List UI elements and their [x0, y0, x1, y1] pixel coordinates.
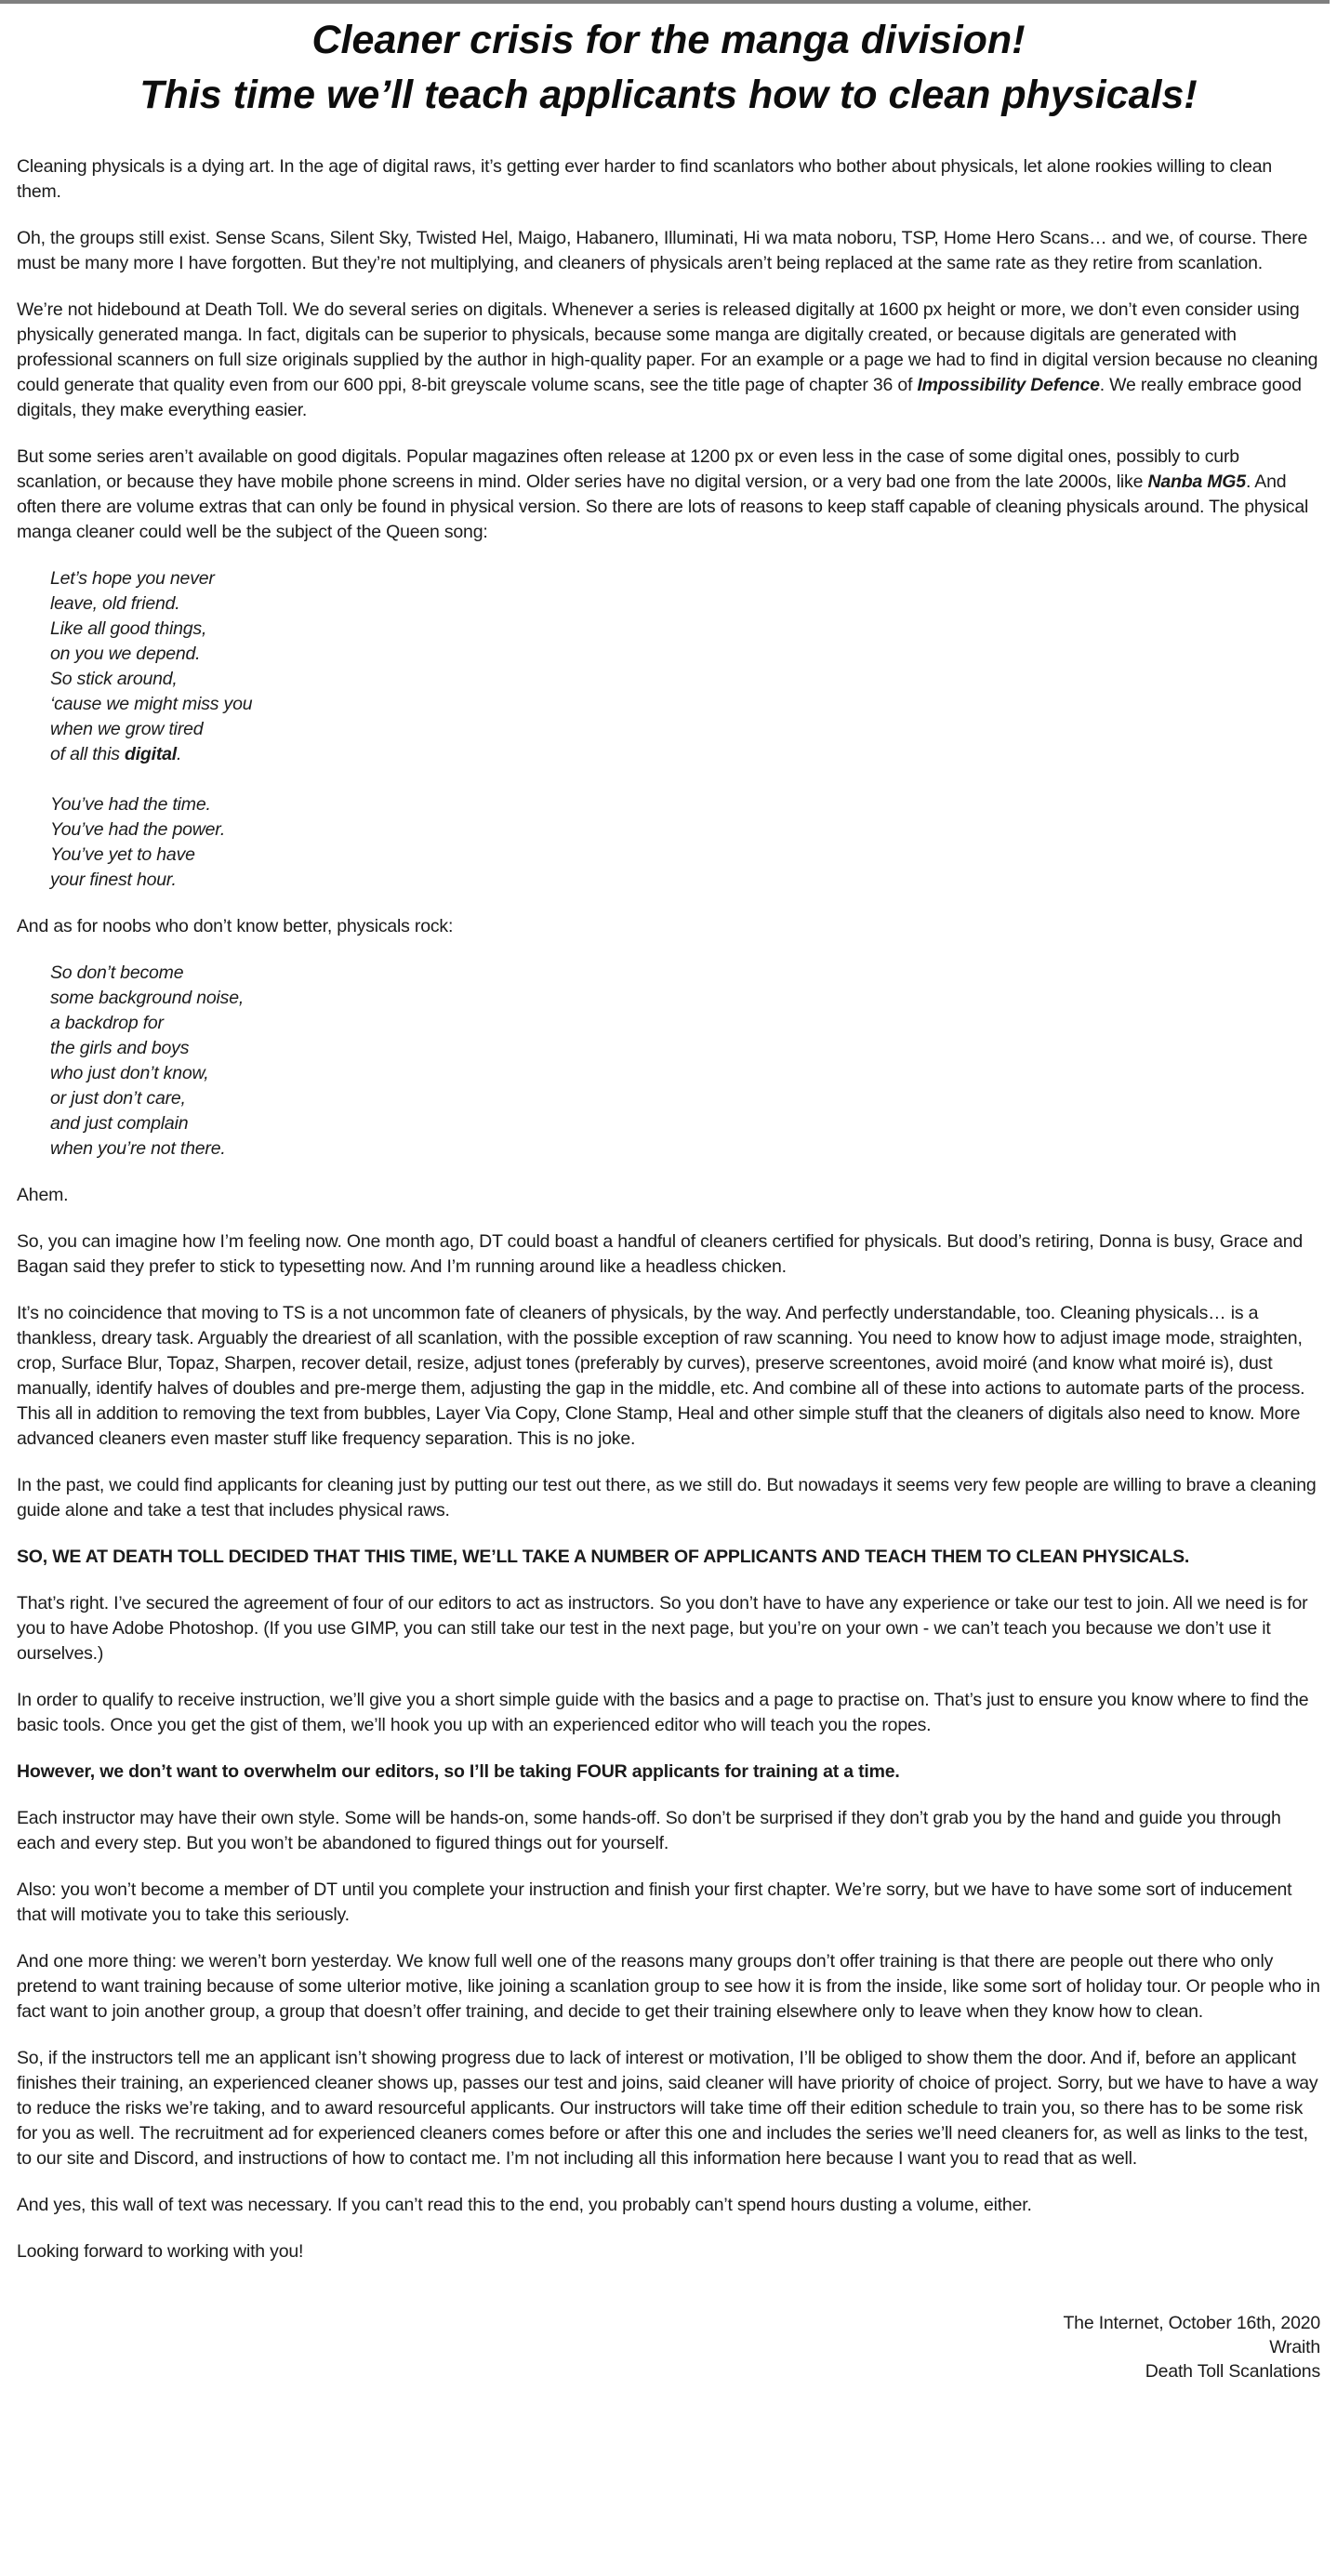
quote-line: So stick around, [50, 669, 178, 689]
quote-line: You’ve yet to have [50, 844, 195, 865]
quote-line: when you’re not there. [50, 1138, 226, 1159]
paragraph-instructor-style: Each instructor may have their own style. Some will be hands-on, some hands-off. So don’t be surprised if they don’t grab you by the hand and guide you through each and every step. But you won’t be abandoned to figured things out for yourself. [17, 1808, 1281, 1853]
page-title-line-1: Cleaner crisis for the manga division! [311, 18, 1026, 62]
paragraph-one-more-thing: And one more thing: we weren’t born yesterday. We know full well one of the reasons many groups don’t offer training is that there are people out there who only pretend to want training because of some ulterior motive, like joining a scanlation group to see how it is from the inside, like some sort of holiday tour. Or people who in fact want to join another group, a group that doesn’t offer training, and decide to get their training elsewhere only to leave when they know how to clean. [17, 1951, 1320, 2022]
signature-place-date: The Internet, October 16th, 2020 [1063, 2313, 1320, 2333]
quote-line: your finest hour. [50, 870, 177, 890]
quote-line: or just don’t care, [50, 1088, 186, 1109]
paragraph-some-series-text: But some series aren’t available on good digitals. Popular magazines often release at 1200 px or even less in the case of some digital ones, possibly to curb scanlation, or because they have mobile phone screens in mind. Older series have no digital version, or a very bad one from the late 2000s, like [17, 446, 1239, 492]
paragraph-risks: So, if the instructors tell me an applicant isn’t showing progress due to lack of interest or motivation, I’ll be obliged to show them the door. And if, before an applicant finishes their training, an experienced cleaner shows up, passes our test and joins, said cleaner will have priority of choice of project. Sorry, but we have to have a way to reduce the risks we’re taking, and to award resourceful applicants. Our instructors will take time off their edition schedule to train you, so there has to be some risk for you as well. The recruitment ad for experienced cleaners comes before or after this one and includes the series we’ll need cleaners for, as well as links to the test, to our site and Discord, and instructions of how to contact me. I’m not including all this information here because I want you to read that as well. [17, 2048, 1318, 2169]
paragraph-in-the-past: In the past, we could find applicants for cleaning just by putting our test out there, as we still do. But nowadays it seems very few people are willing to brave a cleaning guide alone and take a test that includes physical raws. [17, 1475, 1317, 1520]
quote-line-with-emphasis [50, 742, 1320, 767]
paragraph-not-hidebound-text: We’re not hidebound at Death Toll. We do several series on digitals. Whenever a series is released digitally at 1600 px height or more, we don’t even consider using physically generated manga. In fact, digitals can be superior to physicals, because some manga are digitally created, or because digitals are generated with professional scanners on full size originals supplied by the author in high-quality paper. For an example or a page we had to find in digital version because no cleaning could generate that quality even from our 600 ppi, 8-bit greyscale volume scans, see the title page of chapter 36 of [17, 299, 1318, 395]
document-page [0, 13, 1337, 2383]
quote-line: on you we depend. [50, 644, 201, 664]
page-title-line-2: This time we’ll teach applicants how to clean physicals! [139, 73, 1198, 117]
quote-line: who just don’t know, [50, 1063, 209, 1083]
series-title-nanba-mg5: Nanba MG5 [1147, 471, 1246, 492]
quote-line: Let’s hope you never [50, 568, 215, 589]
paragraph-wall-of-text: And yes, this wall of text was necessary. If you can’t read this to the end, you probably can’t spend hours dusting a volume, either. [17, 2195, 1032, 2215]
quote-line: So don’t become [50, 963, 184, 983]
paragraph-ahem: Ahem. [17, 1185, 69, 1205]
queen-song-stanza-2 [50, 792, 1320, 893]
quote-line: the girls and boys [50, 1038, 190, 1058]
paragraph-feeling-now: So, you can imagine how I’m feeling now. One month ago, DT could boast a handful of cleaners certified for physicals. But dood’s retiring, Donna is busy, Grace and Bagan said they prefer to stick to typesetting now. And I’m running around like a headless chicken. [17, 1231, 1304, 1277]
quote-line: leave, old friend. [50, 593, 180, 614]
paragraph-dying-art: Cleaning physicals is a dying art. In the age of digital raws, it’s getting ever harder to find scanlators who bother about physicals, let alone rookies willing to clean them. [17, 156, 1273, 202]
paragraph-announcement-bold: SO, WE AT DEATH TOLL DECIDED THAT THIS TIME, WE’LL TAKE A NUMBER OF APPLICANTS AND TEACH THEM TO CLEAN PHYSICALS. [17, 1547, 1190, 1567]
paragraph-thats-right: That’s right. I’ve secured the agreement of four of our editors to act as instructors. So you don’t have to have any experience or take our test to join. All we need is for you to have Adobe Photoshop. (If you use GIMP, you can still take our test in the next page, but you’re on your own - we can’t teach you because we don’t use it ourselves.) [17, 1593, 1308, 1664]
paragraph-looking-forward: Looking forward to working with you! [17, 2241, 304, 2262]
quote-line: a backdrop for [50, 1013, 164, 1033]
paragraph-membership: Also: you won’t become a member of DT until you complete your instruction and finish your first chapter. We’re sorry, but we have to have some sort of inducement that will motivate you to take this seriously. [17, 1879, 1292, 1925]
series-title-impossibility-defence: Impossibility Defence [917, 375, 1100, 395]
paragraph-noobs: And as for noobs who don’t know better, physicals rock: [17, 916, 454, 936]
paragraph-not-hidebound [17, 298, 1320, 423]
document-body [17, 154, 1320, 2383]
signature-author: Wraith [1269, 2337, 1320, 2357]
quote-line-prefix: of all this [50, 744, 125, 764]
paragraph-no-coincidence: It’s no coincidence that moving to TS is a not uncommon fate of cleaners of physicals, by the way. And perfectly understandable, too. Cleaning physicals… is a thankless, dreary task. Arguably the dreariest of all scanlation, with the possible exception of raw scanning. You need to know how to adjust image mode, straighten, crop, Surface Blur, Topaz, Sharpen, recover detail, resize, adjust tones (preferably by curves), preserve screentones, avoid moiré (and know what moiré is), dust manually, identify halves of doubles and pre-merge them, adjusting the gap in the middle, etc. And combine all of these into actions to automate parts of the process. This all in addition to removing the text from bubbles, Layer Via Copy, Clone Stamp, Heal and other simple stuff that the cleaners of digitals also need to know. More advanced cleaners even master stuff like frequency separation. This is no joke. [17, 1303, 1305, 1449]
quote-line: when we grow tired [50, 719, 204, 739]
queen-song-stanza-1 [50, 566, 1320, 767]
window-top-edge [0, 0, 1330, 4]
quote-line: and just complain [50, 1113, 189, 1134]
paragraph-some-series-tail: . And often there are volume extras that can only be found in physical version. So there are lots of reasons to keep staff capable of cleaning physicals around. The physical manga cleaner could well be the subject of the Queen song: [17, 471, 1309, 542]
quote-line-suffix: . [177, 744, 182, 764]
paragraph-qualify: In order to qualify to receive instruction, we’ll give you a short simple guide with the basics and a page to practise on. That’s just to ensure you know where to find the basic tools. Once you get the gist of them, we’ll hook you up with an experienced editor who will teach you the ropes. [17, 1690, 1309, 1735]
quote-line: You’ve had the power. [50, 819, 226, 840]
signature-block [17, 2311, 1320, 2383]
paragraph-four-applicants-bold: However, we don’t want to overwhelm our editors, so I’ll be taking FOUR applicants for training at a time. [17, 1761, 900, 1782]
quote-line: ‘cause we might miss you [50, 694, 253, 714]
paragraph-some-series [17, 445, 1320, 545]
second-song-stanza [50, 961, 1320, 1162]
quote-line: some background noise, [50, 988, 245, 1008]
second-song-quote [17, 961, 1320, 1162]
queen-song-quote [17, 566, 1320, 893]
paragraph-groups-exist: Oh, the groups still exist. Sense Scans, Silent Sky, Twisted Hel, Maigo, Habanero, Illuminati, Hi wa mata noboru, TSP, Home Hero Scans… and we, of course. There must be many more I have forgotten. But they’re not multiplying, and cleaners of physicals aren’t being replaced at the same rate as they retire from scanlation. [17, 228, 1308, 273]
emphasis-digital: digital [124, 744, 177, 764]
quote-line: Like all good things, [50, 618, 207, 639]
page-title [17, 13, 1320, 123]
paragraph-not-hidebound-tail: . We really embrace good digitals, they make everything easier. [17, 375, 1302, 420]
quote-line: You’ve had the time. [50, 794, 211, 815]
signature-group: Death Toll Scanlations [1145, 2361, 1320, 2382]
